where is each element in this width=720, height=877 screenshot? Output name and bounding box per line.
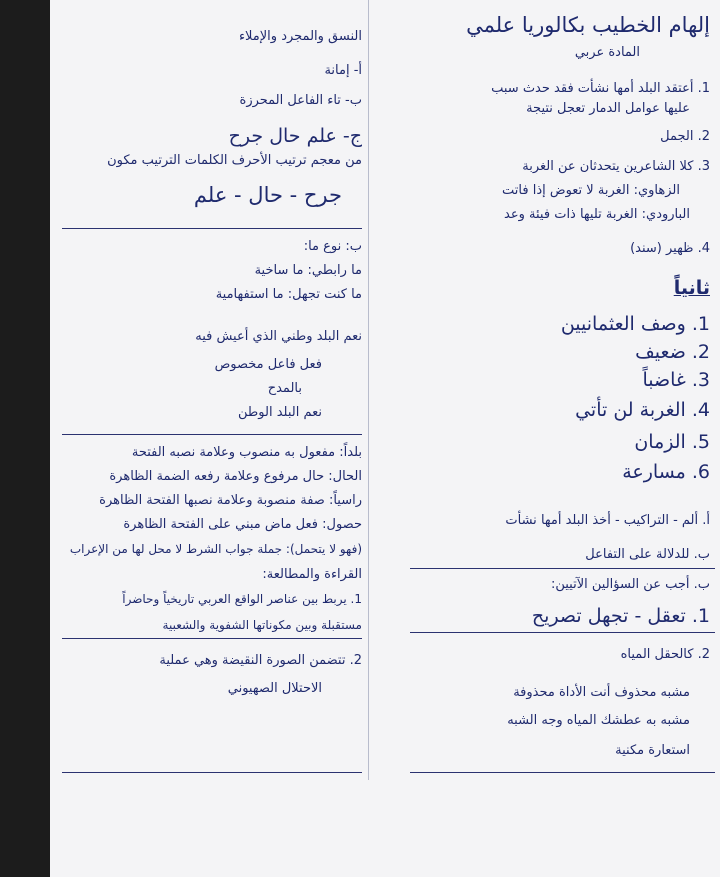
left-item-a: أ- إمانة <box>324 63 362 78</box>
divider-line <box>62 772 362 773</box>
question-3-zahawi: الزهاوي: الغربة لا تعوض إذا فاتت <box>502 183 680 198</box>
answer-item: 4. الغربة لن تأتي <box>575 399 710 421</box>
answer-item: 6. مسارعة <box>622 461 710 483</box>
scan-edge-shadow <box>0 0 50 877</box>
answer-item: 1. وصف العثمانيين <box>560 313 710 335</box>
answer-2-line-2: مشبه به عطشك المياه وجه الشبه <box>507 713 690 728</box>
author-title: إلهام الخطيب بكالوريا علمي <box>466 13 710 37</box>
answer-2-line-3: استعارة مكنية <box>615 743 690 758</box>
answer-item: 2. ضعيف <box>635 341 710 363</box>
handwritten-answer-sheet <box>50 0 720 877</box>
divider-line <box>410 632 715 633</box>
left-c-parse: فعل فاعل مخصوص <box>214 357 322 372</box>
question-b: ب. للدلالة على التفاعل <box>585 547 710 562</box>
question-3-baroudi: البارودي: الغربة تليها ذات فيئة وعد <box>504 207 690 222</box>
answer-1: 1. تعقل - تجهل تصريح <box>531 605 710 627</box>
left-b-2: ما كنت تجهل: ما استفهامية <box>215 287 362 302</box>
parse-line-2: الحال: حال مرفوع وعلامة رفعه الضمة الظاهرة <box>109 469 362 484</box>
question-4: 4. ظهير (سند) <box>630 241 710 256</box>
answer-heading: ب. أجب عن السؤالين الآتيين: <box>550 577 710 592</box>
parse-line-1: بلداً: مفعول به منصوب وعلامة نصبه الفتحة <box>131 445 362 460</box>
divider-line <box>62 228 362 229</box>
answer-item: 5. الزمان <box>634 431 710 453</box>
question-2: 2. الجمل <box>660 129 710 144</box>
parse-line-4: حصول: فعل ماض مبني على الفتحة الظاهرة <box>123 517 362 532</box>
left-c-parse-2: بالمدح <box>267 381 302 396</box>
divider-line <box>410 772 715 773</box>
column-divider <box>368 0 369 780</box>
reading-line-2: مستقبلة وبين مكوناتها الشفوية والشعبية <box>162 618 362 632</box>
left-b-1: ما رابطي: ما ساخية <box>254 263 362 278</box>
question-1-continued: عليها عوامل الدمار تعجل نتيجة <box>526 101 690 116</box>
answer-item: 3. غاضباً <box>642 369 710 391</box>
parse-line-5: (فهو لا يتحمل): جملة جواب الشرط لا محل لها من الإعراب <box>69 542 362 556</box>
parse-line-3: راسياً: صفة منصوبة وعلامة نصبها الفتحة الظاهرة <box>99 493 362 508</box>
left-item-b: ب- تاء الفاعل المحرزة <box>239 93 362 108</box>
left-word-order: جرح - حال - علم <box>193 183 342 207</box>
left-column <box>62 0 362 877</box>
section-2-heading: ثانياً <box>673 277 710 299</box>
question-3: 3. كلا الشاعرين يتحدثان عن الغربة <box>522 159 710 174</box>
answer-2-heading: 2. كالحقل المياه <box>620 647 710 662</box>
left-dictionary-note: من معجم ترتيب الأحرف الكلمات الترتيب مكون <box>107 153 362 168</box>
divider-line <box>62 434 362 435</box>
left-c-sentence: نعم البلد وطني الذي أعيش فيه <box>195 329 362 344</box>
reading-line-3: 2. تتضمن الصورة النقيضة وهي عملية <box>159 653 362 668</box>
left-header-note: النسق والمجرد والإملاء <box>238 29 362 44</box>
answer-2-line-1: مشبه محذوف أنت الأداة محذوفة <box>513 685 690 700</box>
question-a: أ. ألم - التراكيب - أخذ البلد أمها نشأت <box>505 513 710 528</box>
left-b-heading: ب: نوع ما: <box>303 239 362 254</box>
subject-title: المادة عربي <box>574 45 640 60</box>
left-item-c: ج- علم حال جرح <box>228 125 362 147</box>
divider-line <box>62 638 362 639</box>
reading-line-1: 1. يربط بين عناصر الواقع العربي تاريخياً وحاضراً <box>122 592 362 606</box>
reading-line-4: الاحتلال الصهيوني <box>227 681 322 696</box>
divider-line <box>410 568 715 569</box>
right-column <box>410 0 710 877</box>
reading-heading: القراءة والمطالعة: <box>262 567 362 582</box>
left-c-example: نعم البلد الوطن <box>238 405 322 420</box>
question-1: 1. أعتقد البلد أمها نشأت فقد حدث سبب <box>491 81 710 96</box>
